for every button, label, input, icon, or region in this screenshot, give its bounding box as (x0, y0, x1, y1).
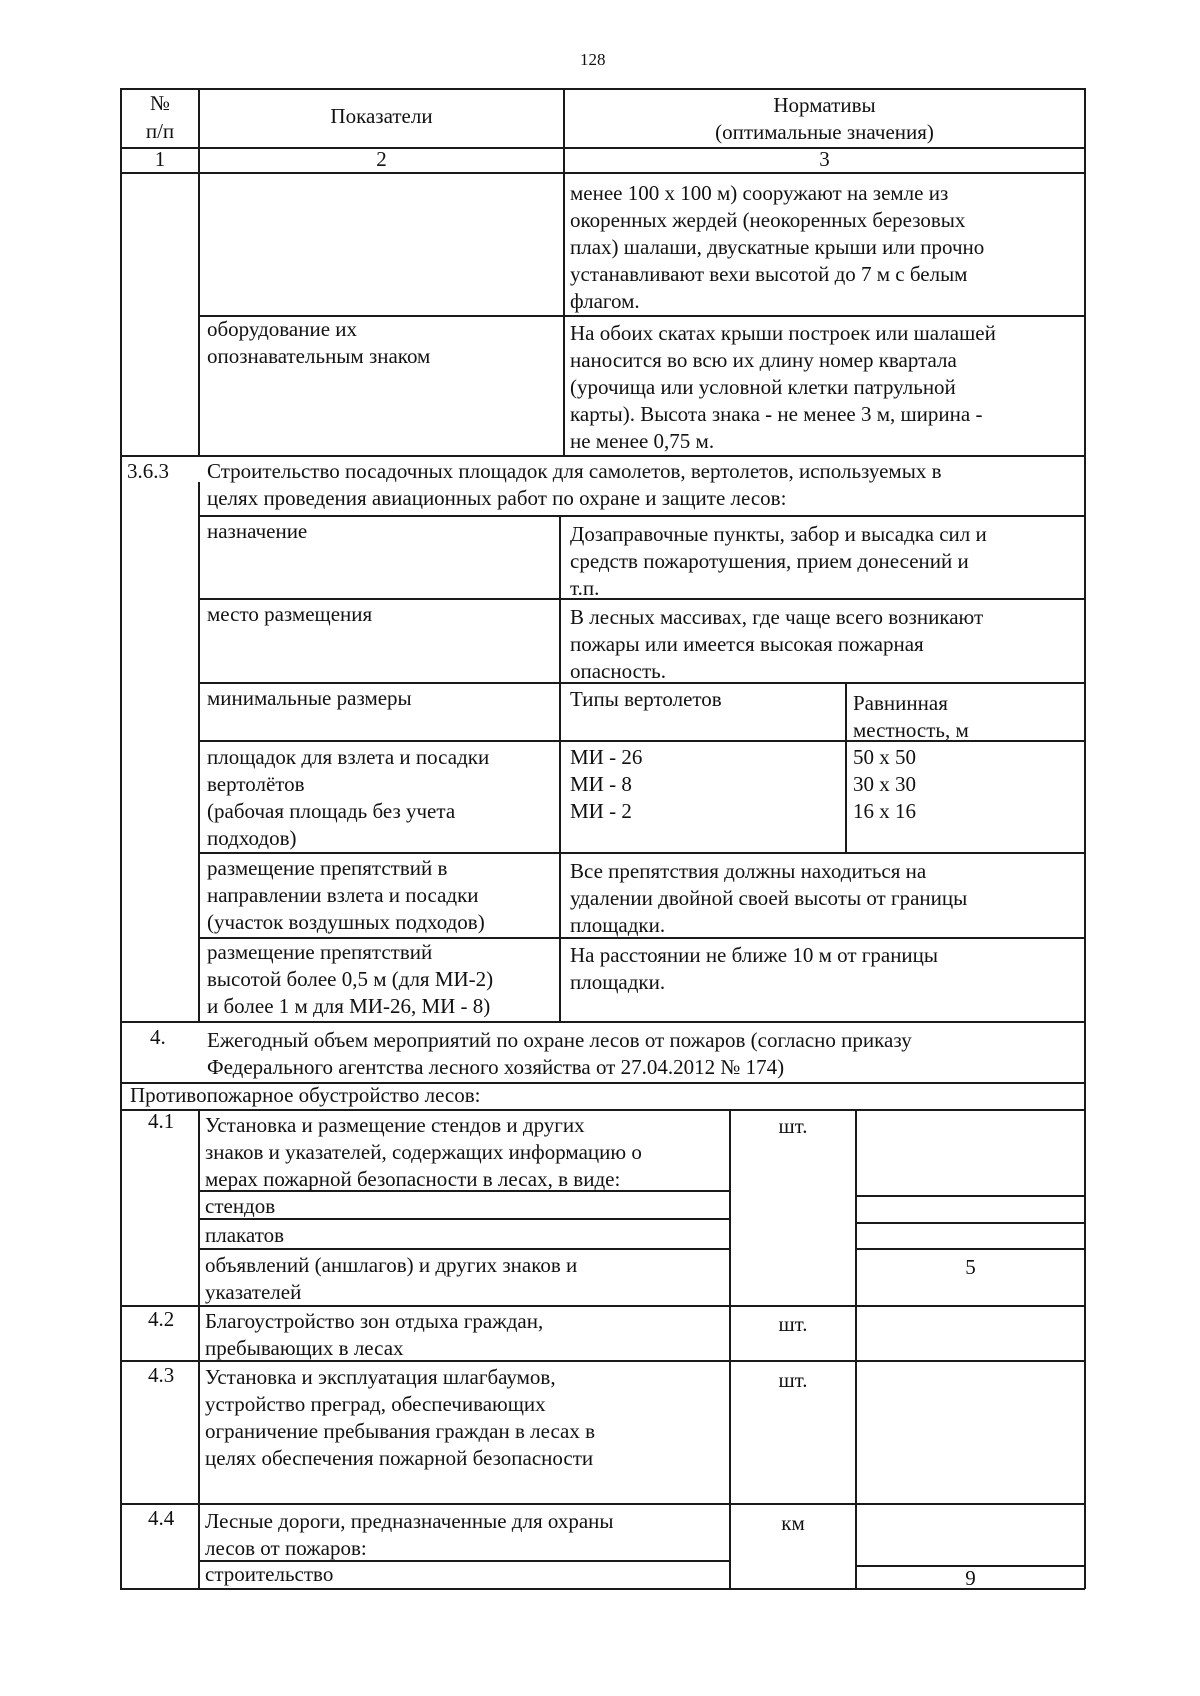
section-text: устройство преград, обеспечивающих (205, 1392, 546, 1416)
row-label: минимальные размеры (207, 686, 412, 710)
header-norms-subtitle: (оптимальные значения) (715, 120, 934, 144)
cell-text: устанавливают вехи высотой до 7 м с белым (570, 262, 968, 286)
row-label: направлении взлета и посадки (207, 883, 479, 907)
column-number-2: 2 (376, 147, 387, 171)
table-column-divider (845, 682, 847, 853)
cell-text: карты). Высота знака - не менее 3 м, ширина - (570, 402, 983, 426)
row-label: (участок воздушных подходов) (207, 910, 485, 934)
table-column-divider (855, 1109, 857, 1589)
cell-text: площадки. (570, 913, 666, 937)
table-divider (120, 1021, 1085, 1023)
row-label: объявлений (аншлагов) и других знаков и (205, 1253, 578, 1277)
cell-text: средств пожаротушения, прием донесений и (570, 549, 969, 573)
table-divider (855, 1195, 1085, 1197)
section-text: знаков и указателей, содержащих информацию о (205, 1140, 642, 1164)
table-column-divider (559, 515, 561, 1022)
cell-text: окоренных жердей (неокоренных березовых (570, 208, 966, 232)
helipad-size: 50 х 50 (853, 745, 916, 769)
section-text: Лесные дороги, предназначенные для охраны (205, 1509, 614, 1533)
cell-text: На расстоянии не ближе 10 м от границы (570, 943, 939, 967)
table-divider (198, 1218, 729, 1220)
table-divider (198, 598, 1085, 600)
section-text: лесов от пожаров: (205, 1536, 367, 1560)
row-number: 4.1 (148, 1109, 175, 1133)
row-label: опознавательным знаком (207, 344, 431, 368)
section-text: целях проведения авиационных работ по охране и защите лесов: (207, 486, 787, 510)
table-column-divider (198, 88, 200, 456)
cell-text: Все препятствия должны находиться на (570, 859, 927, 883)
cell-text: В лесных массивах, где чаще всего возникают (570, 605, 984, 629)
helicopter-type: МИ - 2 (570, 799, 632, 823)
header-norms: Нормативы (773, 93, 876, 117)
section-text: Благоустройство зон отдыха граждан, (205, 1309, 544, 1333)
unit-cell: шт. (778, 1312, 808, 1336)
row-number: 4. (150, 1025, 166, 1049)
cell-text: удалении двойной своей высоты от границы (570, 886, 968, 910)
cell-text: На обоих скатах крыши построек или шалашей (570, 321, 996, 345)
section-text: Установка и размещение стендов и других (205, 1113, 585, 1137)
row-label: размещение препятствий (207, 940, 433, 964)
value-cell: 9 (965, 1566, 976, 1590)
header-indicators: Показатели (330, 104, 433, 128)
row-label: подходов) (207, 826, 297, 850)
cell-text: наносится во всю их длину номер квартала (570, 348, 957, 372)
section-text: Ежегодный объем мероприятий по охране лесов от пожаров (согласно приказу (207, 1028, 912, 1052)
row-label: плакатов (205, 1223, 285, 1247)
cell-text: опасность. (570, 659, 666, 683)
table-divider (198, 515, 1085, 517)
helipad-size: 30 х 30 (853, 772, 916, 796)
row-number: 3.6.3 (127, 459, 169, 483)
table-divider (120, 1109, 1085, 1111)
section-text: Установка и эксплуатация шлагбаумов, (205, 1365, 556, 1389)
page-number: 128 (580, 50, 606, 69)
cell-text: пожары или имеется высокая пожарная (570, 632, 924, 656)
cell-text: плах) шалаши, двускатные крыши или прочно (570, 235, 985, 259)
table-divider (120, 455, 1085, 457)
table-divider (198, 852, 1085, 854)
column-number-3: 3 (819, 147, 830, 171)
section-text: целях обеспечения пожарной безопасности (205, 1446, 594, 1470)
cell-text: флагом. (570, 289, 640, 313)
section-text: мерах пожарной безопасности в лесах, в виде: (205, 1167, 621, 1191)
unit-cell: шт. (778, 1368, 808, 1392)
row-label: место размещения (207, 602, 373, 626)
row-label: стендов (205, 1194, 276, 1218)
column-number-1: 1 (154, 147, 166, 171)
cell-text: местность, м (853, 718, 969, 742)
table-column-divider (198, 482, 200, 1022)
unit-cell: км (781, 1511, 805, 1535)
section-heading: Противопожарное обустройство лесов: (130, 1083, 481, 1107)
cell-text: т.п. (570, 576, 600, 600)
cell-text: не менее 0,75 м. (570, 429, 715, 453)
unit-cell: шт. (778, 1114, 808, 1138)
table-border-top (120, 88, 1085, 90)
header-number-symbol: № (149, 91, 171, 115)
row-label: строительство (205, 1562, 334, 1586)
table-column-divider (198, 1109, 200, 1589)
section-text: Федерального агентства лесного хозяйства от 27.04.2012 № 174) (207, 1055, 785, 1079)
row-label: (рабочая площадь без учета (207, 799, 456, 823)
row-label: высотой более 0,5 м (для МИ-2) (207, 967, 494, 991)
row-label: указателей (205, 1280, 302, 1304)
value-cell: 5 (965, 1255, 976, 1279)
section-text: ограничение пребывания граждан в лесах в (205, 1419, 596, 1443)
helicopter-type: МИ - 8 (570, 772, 632, 796)
row-label: площадок для взлета и посадки (207, 745, 490, 769)
row-label: вертолётов (207, 772, 305, 796)
header-number-label: п/п (145, 119, 175, 143)
cell-text: площадки. (570, 970, 666, 994)
cell-text: менее 100 х 100 м) сооружают на земле из (570, 181, 949, 205)
table-divider (120, 1503, 1085, 1505)
row-label: размещение препятствий в (207, 856, 448, 880)
section-text: пребывающих в лесах (205, 1336, 404, 1360)
helicopter-type: МИ - 26 (570, 745, 643, 769)
row-number: 4.2 (148, 1307, 175, 1331)
section-text: Строительство посадочных площадок для самолетов, вертолетов, используемых в (207, 459, 942, 483)
cell-text: Равнинная (853, 691, 948, 715)
table-divider (855, 1248, 1085, 1250)
row-label: и более 1 м для МИ-26, МИ - 8) (207, 994, 491, 1018)
table-divider (855, 1222, 1085, 1224)
row-label: оборудование их (207, 317, 358, 341)
row-number: 4.4 (148, 1506, 175, 1530)
helipad-size: 16 х 16 (853, 799, 916, 823)
cell-text: (урочища или условной клетки патрульной (570, 375, 956, 399)
row-number: 4.3 (148, 1363, 175, 1387)
cell-text: Дозаправочные пункты, забор и высадка сил и (570, 522, 987, 546)
cell-text: Типы вертолетов (570, 687, 722, 711)
table-border-left (120, 88, 122, 1589)
table-border-right (1084, 88, 1086, 1589)
row-label: назначение (207, 519, 308, 543)
